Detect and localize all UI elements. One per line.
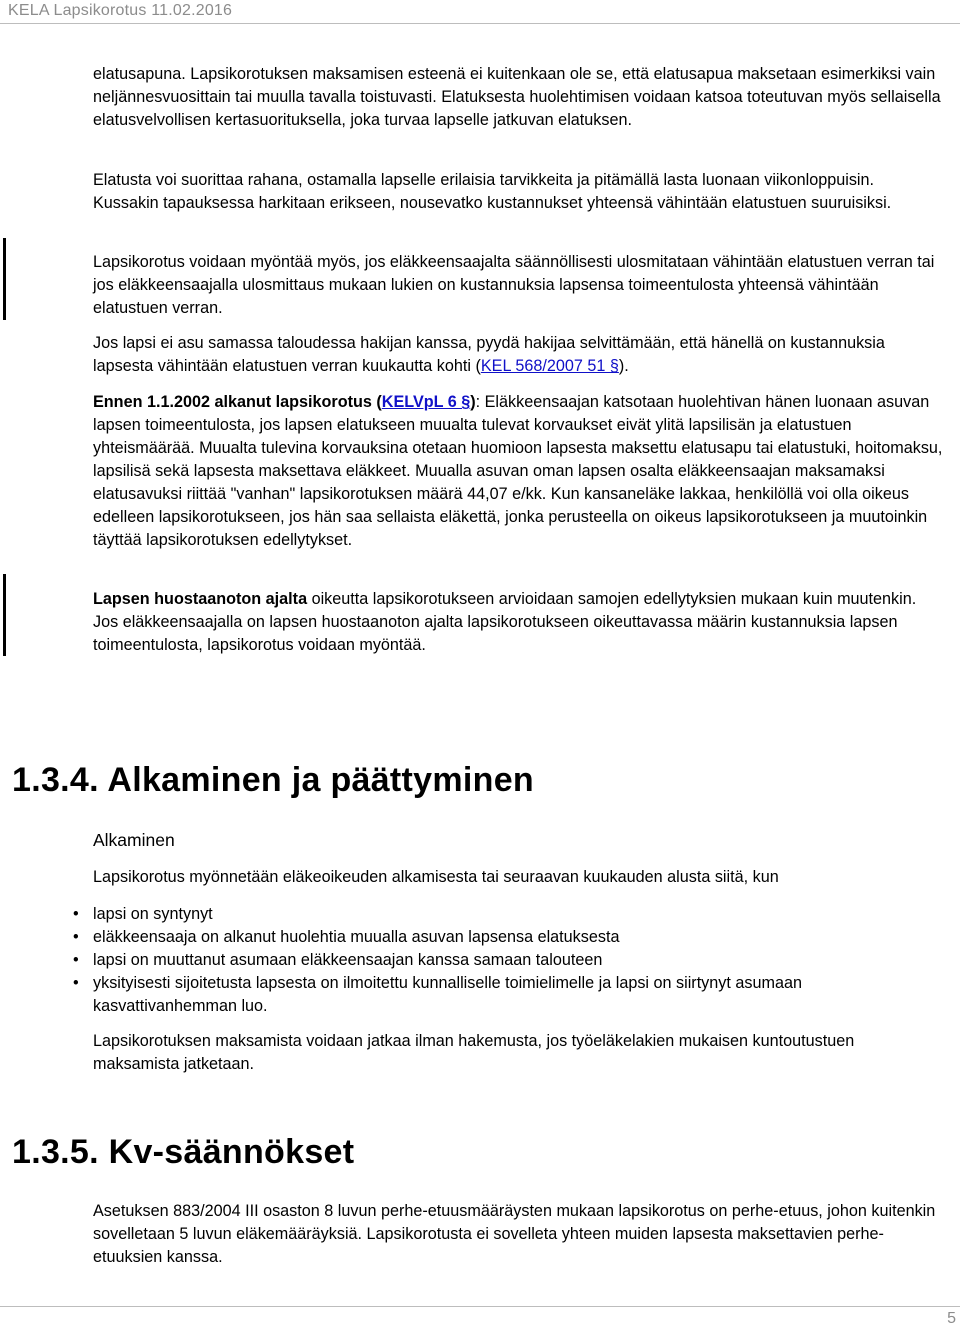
body-paragraph-5 [93,391,943,552]
change-bar [3,238,6,320]
conditions-list [93,903,943,1018]
section-1-3-5-text [93,1200,943,1269]
page-number: 5 [947,1310,956,1327]
body-paragraph-6 [93,588,943,657]
paragraph-text-part: oikeutta lapsikorotukseen arvioidaan samojen edellytyksien mukaan kuin muutenkin. Jos eläkkeensaajalla on lapsen huostaanoton ajalta lapsikorotukseen oikeuttavassa määrin kustannuksia lapsen toimeentulosta, lapsikorotus voidaan myöntää. [93,590,917,654]
paragraph-text-part: ). [618,357,629,375]
section-1-3-4-outro [93,1030,943,1076]
subheading-alkaminen [93,828,943,852]
paragraph-text: Lapsikorotus voidaan myöntää myös, jos eläkkeensaajalta säännöllisesti ulosmitataan vähintään elatustuen verran tai jos eläkkeensaajalla ulosmittaus mukaan lukien on kustannuksia lapsensa toimeentulosta yhteensä vähintään elatustuen verran. [93,253,935,317]
section-heading-1-3-4: 1.3.4. Alkaminen ja päättyminen [12,761,535,799]
bold-lead: Ennen 1.1.2002 alkanut lapsikorotus ( [93,393,382,411]
paragraph-text: Asetuksen 883/2004 III osaston 8 luvun perhe-etuusmääräysten mukaan lapsikorotus on perhe-etuus, johon kuitenkin sovelletaan 5 luvun eläkemääräyksiä. Lapsikorotusta ei sovelleta yhteen muiden lapsesta maksettavien perhe-etuuksien kanssa. [93,1202,936,1266]
body-paragraph-4 [93,332,943,378]
body-paragraph-3 [93,251,943,320]
footer-divider [0,1306,960,1307]
list-item: • eläkkeensaaja on alkanut huolehtia muualla asuvan lapsensa elatuksesta [53,926,943,949]
paragraph-text: Lapsikorotus myönnetään eläkeoikeuden alkamisesta tai seuraavan kuukauden alusta siitä, kun [93,868,779,886]
body-paragraph-2 [93,169,943,215]
paragraph-text [93,332,943,378]
list-item: • lapsi on muuttanut asumaan eläkkeensaajan kanssa samaan talouteen [53,949,943,972]
body-paragraph-1 [93,63,943,132]
bold-lead-end: ) [470,393,476,411]
page-header-title: KELA Lapsikorotus 11.02.2016 [8,2,233,19]
paragraph-text: Lapsikorotuksen maksamista voidaan jatkaa ilman hakemusta, jos työeläkelakien mukaisen kuntoutustuen maksamista jatketaan. [93,1032,855,1073]
subheading-text: Alkaminen [93,830,175,850]
list-item: • yksityisesti sijoitetusta lapsesta on ilmoitettu kunnalliselle toimielimelle ja lapsi on siirtynyt asumaan kasvattivanhemman luo. [53,972,943,1018]
paragraph-text: Elatusta voi suorittaa rahana, ostamalla lapselle erilaisia tarvikkeita ja pitämällä lasta luonaan viikonloppuisin. Kussakin tapauksessa harkitaan erikseen, nousevatko kustannukset yhteensä vähintään elatustuen suuruisiksi. [93,171,892,212]
header-divider [0,23,960,24]
law-link-kel[interactable]: KEL 568/2007 51 § [480,357,619,375]
paragraph-text-part: Jos lapsi ei asu samassa taloudessa hakijan kanssa, pyydä hakijaa selvittämään, että hänellä on kustannuksia lapsesta vähintään elatustuen verran kuukautta kohti ( [93,334,885,375]
list-item: • lapsi on syntynyt [53,903,943,926]
paragraph-text [93,391,943,552]
paragraph-text [93,588,943,657]
section-heading-1-3-5: 1.3.5. Kv-säännökset [12,1133,355,1171]
change-bar [3,574,6,656]
section-1-3-4-intro [93,866,943,889]
bold-lead: Lapsen huostaanoton ajalta [93,590,308,608]
paragraph-text: elatusapuna. Lapsikorotuksen maksamisen esteenä ei kuitenkaan ole se, että elatusapua maksetaan esimerkiksi vain neljännesvuosittain tai muulla tavalla toistuvasti. Elatuksesta huolehtimisen voidaan katsoa toteutuvan myös sellaisella elatusvelvollisen kertasuorituksella, joka turvaa lapselle jatkuvan elatuksen. [93,65,941,129]
law-link-kelvpl[interactable]: KELVpL 6 § [381,393,471,411]
paragraph-text-part: : Eläkkeensaajan katsotaan huolehtivan hänen luonaan asuvan lapsen toimeentulosta, jos lapsen elatukseen muualta tulevat korvaukset eivät ylitä lapsilisän ja elatustuen yhteismäärää. Muualta tulevina korvauksina otetaan huomioon lapsesta maksettu elatusapu tai elatustuki, hoitomaksu, lapsilisä sekä lapsesta maksettava eläkkeet. Muualla asuvan oman lapsen osalta eläkkeensaajan maksamaksi elatusavuksi riittää "vanhan" lapsikorotuksen määrä 44,07 e/kk. Kun kansaneläke lakkaa, henkilöllä voi olla oikeus edelleen lapsikorotukseen, jos hän saa sellaista eläkettä, jonka perusteella on oikeus lapsikorotukseen ja muutoinkin täyttää lapsikorotuksen edellytykset. [93,393,943,549]
